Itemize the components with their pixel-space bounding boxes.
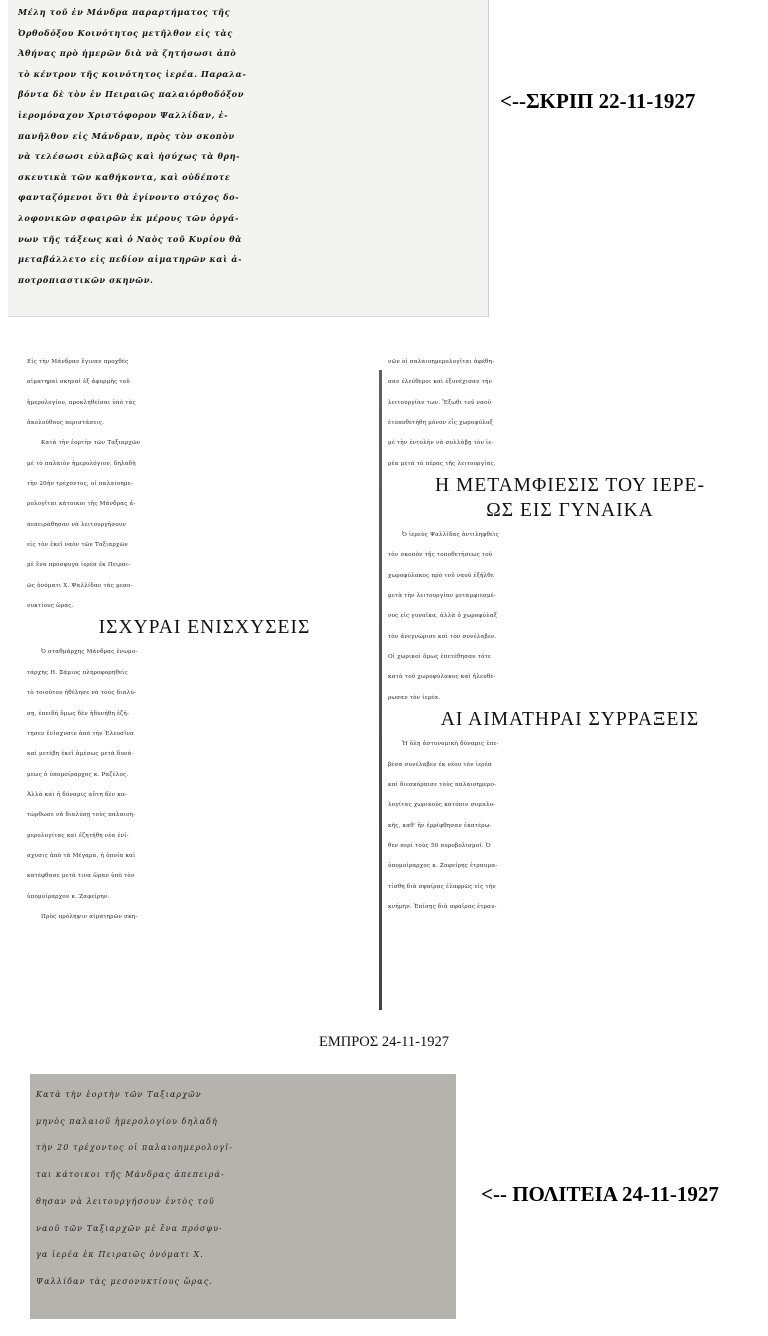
column-divider	[379, 370, 382, 1010]
text-line: ποτροπιαστικῶν σκηνῶν.	[18, 274, 154, 285]
text-line: λογίτας χωρικοὺς κατόπιν συμπλο-	[388, 802, 496, 809]
text-line: ἐτοποθετήθη μόνον εἷς χωροφύλαξ	[388, 420, 494, 427]
text-line: Πρὸς πρόληψιν αἱματηρῶν σκη-	[41, 913, 138, 920]
text-line: Εἰς τὴν Μάνδραν ἔγιναν προχθὲς	[27, 359, 129, 365]
text-line: πεπειράθησαν νὰ λειτουργήσουν	[27, 521, 127, 528]
text-line: κῆς, καθ' ἣν ἐρρίφθησαν ἑκατέρω-	[388, 822, 492, 829]
text-line: σῃ, ἐπειδὴ ὅμως δὲν ἠδυνήθη ἐζή-	[27, 710, 130, 717]
section-heading: Η ΜΕΤΑΜΦΙΕΣΙΣ ΤΟΥ ΙΕΡΕ-	[435, 475, 705, 497]
text-line: ἡμερολογίου, προκληθεῖσαι ὑπὸ τὰς	[27, 399, 136, 406]
text-line: μηνὸς παλαιοῦ ἡμερολογίου δηλαδὴ	[36, 1116, 218, 1126]
text-line: ὑπομοίραρχον κ. Ζαφείρην.	[27, 893, 110, 900]
column-right	[388, 352, 752, 1012]
text-line: χωροφύλακος πρὸ τοῦ ναοῦ ἐξῆλθε	[388, 572, 494, 579]
clipping-skrip	[8, 0, 489, 317]
text-line: μερολογίτας καὶ ἐζητήθη νέα ἐνί-	[27, 832, 129, 839]
section-heading: ΙΣΧΥΡΑΙ ΕΝΙΣΧΥΣΕΙΣ	[98, 617, 311, 639]
section-heading: ΑΙ ΑΙΜΑΤΗΡΑΙ ΣΥΡΡΑΞΕΙΣ	[440, 709, 700, 731]
text-line: μὲ τὸ παλαιὸν ἡμερολόγιον, δηλαδὴ	[27, 460, 136, 467]
text-line: μεως ὁ ὑπομοίραρχος κ. Ραζέλος.	[27, 771, 129, 778]
text-line: Ἀθήνας πρὸ ἡμερῶν διὰ νὰ ζητήσωσι ἀπὸ	[18, 48, 237, 59]
text-line: Κατὰ τὴν ἑορτὴν τῶν Ταξιαρχῶν	[36, 1090, 202, 1099]
text-line: τίσθη διὰ σφαίρας ἐλαφρῶς εἰς τὴν	[388, 883, 496, 890]
text-line: Μέλη τοῦ ἐν Μάνδρα παραρτήματος τῆς	[18, 7, 231, 17]
text-line: πανῆλθον εἰς Μάνδραν, πρὸς τὸν σκοπὸν	[18, 130, 235, 141]
text-line: καὶ διεσκόρπισε τοὺς παλαιοημερο-	[388, 781, 497, 788]
text-line: σχυσις ἀπὸ τὰ Μέγαρα, ἡ ὁποία καὶ	[27, 852, 136, 859]
text-line: μὲ τὴν ἐντολὴν νὰ συλλάβῃ τὸν ἱε-	[388, 440, 494, 447]
text-line: κνήμην. Ἐπίσης διὰ σφαίρας ἐτραυ-	[388, 903, 497, 910]
text-line: νὰ τελέσωσι εὐλαβῶς καὶ ἡσύχως τὰ θρη-	[18, 151, 241, 162]
text-line: θησαν νὰ λειτουργήσουν ἐντὸς τοῦ	[36, 1196, 215, 1206]
text-line: τώρθωσε νὰ διαλύσῃ τοὺς παλαιοη-	[27, 812, 136, 819]
text-line: κατέφθασε μετὰ τινα ὥραν ὑπὸ τὸν	[27, 873, 135, 880]
text-line: τὸν σκοπὸν τῆς τοποθετήσεως τοῦ	[388, 552, 493, 559]
source-label-politeia: <-- ΠΟΛΙΤΕΙΑ 24-11-1927	[481, 1182, 719, 1206]
text-line: τησεν ἐνίσχυσιν ἀπὸ τὴν Ἐλευσῖνα	[27, 730, 135, 737]
text-line: ται κάτοικοι τῆς Μάνδρας ἀπεπειρά-	[36, 1170, 225, 1180]
text-line: μεταβάλλετο εἰς πεδίον αἱματηρῶν καὶ ἀ-	[18, 254, 243, 265]
clipping-politeia	[30, 1074, 456, 1319]
text-line: καὶ μετέβη ἐκεῖ ἀμέσως μετὰ δυνά-	[27, 751, 134, 758]
source-label-skrip: <--ΣΚΡΙΠ 22-11-1927	[500, 89, 696, 113]
text-line: σκευτικὰ τῶν καθήκοντα, καὶ οὐδέποτε	[18, 171, 231, 182]
text-line: νῶν οἱ παλαιοημερολογῖται ἀφέθη-	[388, 359, 495, 365]
text-line: Κατὰ τὴν ἑορτὴν τῶν Ταξιαρχῶν	[41, 440, 141, 447]
text-line: νυκτίους ὥρας.	[27, 603, 74, 610]
text-line: ρολογῖται κάτοικοι τῆς Μάνδρας ἀ-	[27, 501, 136, 508]
clipping-skrip-text	[8, 0, 488, 290]
text-line: τὴν 20 τρέχοντος οἱ παλαιοημερολογῖ-	[36, 1143, 234, 1153]
text-line: εἰς τὸν ἐκεῖ ναὸν τῶν Ταξιαρχῶν	[27, 542, 128, 549]
text-line: Ὀρθοδόξου Κοινότητος μετῆλθον εἰς τὰς	[18, 27, 233, 38]
text-line: ῶς ὀνόματι Χ. Ψαλλίδαν τὰς μεσο-	[27, 582, 133, 589]
text-line: Ἡ ὅλη ἀστυνομικὴ δύναμις ἐπε-	[402, 741, 499, 748]
text-line: νων τῆς τάξεως καὶ ὁ Ναὸς τοῦ Κυρίου θὰ	[18, 233, 243, 244]
text-line: λειτουργίαν των. Ἔξωθι τοῦ ναοῦ	[388, 399, 492, 406]
text-line: νος εἰς γυναῖκα, ἀλλὰ ὁ χωροφύλαξ	[388, 613, 498, 620]
text-line: ὑπομοίραρχος κ. Ζαφείρης ἐτραυμα-	[388, 863, 498, 870]
clipping-empros	[27, 352, 752, 1012]
text-line: γα ἱερέα ἐκ Πειραιῶς ὀνόματι Χ.	[36, 1250, 204, 1260]
section-heading: ΩΣ ΕΙΣ ΓΥΝΑΙΚΑ	[486, 500, 654, 522]
text-line: λοφονικῶν σφαιρῶν ἐκ μέρους τῶν ὀργά-	[18, 212, 240, 223]
text-line: θεν περὶ τοὺς 50 πυροβολισμοί. Ὁ	[388, 842, 491, 849]
text-line: ἱερομόναχον Χριστόφορον Ψαλλίδαν, ἐ-	[18, 109, 229, 120]
text-line: ναοῦ τῶν Ταξιαρχῶν μὲ ἕνα πρόσφυ-	[36, 1223, 223, 1233]
text-line: ρωσαν τὸν ἱερέα.	[388, 694, 441, 701]
text-line: ἀκολούθους περιστάσεις.	[27, 420, 105, 427]
clipping-politeia-text	[30, 1074, 456, 1296]
text-line: Οἱ χωρικοὶ ὅμως ἐπετέθησαν τότε	[388, 654, 492, 661]
text-line: βόντα δὲ τὸν ἐν Πειραιῶς παλαιόρθοδόξον	[18, 89, 244, 100]
text-line: τὴν 20ὴν τρέχοντος, οἱ παλαιοημε-	[27, 481, 133, 488]
text-line: τὸν ἀνεγνώρισε καὶ τὸν συνέλαβεν.	[388, 633, 497, 640]
source-label-empros: ΕΜΠΡΟΣ 24-11-1927	[319, 1034, 449, 1050]
text-line: τάρχης Η. Σάμιος πληροφορηθεὶς	[27, 669, 128, 676]
text-line: βέσα συνέλαβεν ἐκ νέου τὸν ἱερέα	[388, 761, 492, 768]
text-line: μὲ ἕνα πρόσφυγα ἱερέα ἐκ Πειραι-	[27, 562, 131, 569]
text-line: αἱματηραὶ σκηναὶ ἐξ ἀφορμῆς τοῦ	[27, 379, 130, 386]
text-line: Ὁ ἱερεὺς Ψαλλίδας ἀντιληφθεὶς	[402, 532, 499, 539]
text-line: Ψαλλίδαν τὰς μεσονυκτίους ὥρας.	[36, 1276, 213, 1286]
text-line: φανταζόμενοι ὅτι θὰ ἐγίνοντο στόχος δο-	[18, 192, 240, 203]
text-line: σαν ἐλεύθεροι καὶ ἐξυνέχισαν τὴν	[388, 379, 493, 386]
text-line: τὸ τοιοῦτον ἠθέλησε νὰ τοὺς διαλύ-	[27, 690, 137, 697]
text-line: τὸ κέντρον τῆς κοινότητος ἱερέα. Παραλα-	[18, 68, 247, 79]
text-line: Ὁ σταθμάρχης Μάνδρας ἐνωμο-	[41, 649, 138, 656]
text-line: ρέα μετὰ τὸ πέρας τῆς λειτουργίας.	[388, 460, 496, 467]
text-line: Ἀλλὰ καὶ ἡ δύναμις αὕτη δὲν κα-	[27, 791, 128, 798]
column-left	[27, 352, 382, 1012]
text-line: κατὰ τοῦ χωροφύλακος καὶ ἠλευθέ-	[388, 674, 496, 681]
text-line: μετὰ τὴν λειτουργίαν μεταμφιεσμέ-	[388, 593, 496, 600]
